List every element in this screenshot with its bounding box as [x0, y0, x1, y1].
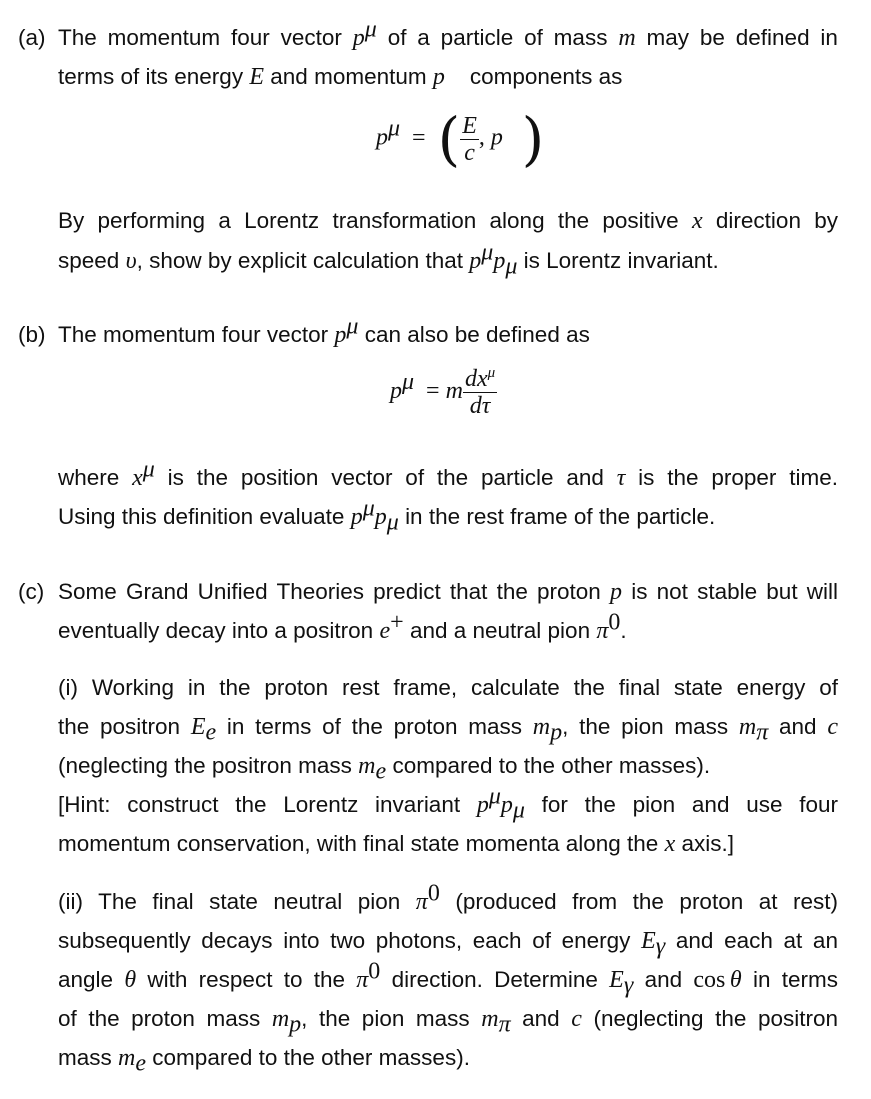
equation-four-momentum-energy: $p^\mu$ = ( $\frac{E}{c}$ , p⃗)	[376, 105, 545, 173]
part-b-label: (b)	[18, 322, 46, 347]
part-c-line-1: Some Grand Unified Theories predict that the proton p is not stable but will	[58, 579, 838, 605]
part-b-line-2: where $x^\mu$ is the position vector of the particle and τ is the proper time.	[58, 456, 838, 491]
part-c-ii-line-2: subsequently decays into two photons, each of energy $E_\gamma$ and each at an	[58, 928, 838, 960]
part-c-ii-line-5: mass $m_e$ compared to the other masses).	[58, 1045, 470, 1077]
equation-four-momentum-proper-time: $p^\mu = m$ $\frac{dx^\mu}{d\tau}$	[390, 365, 496, 419]
part-c-i-line-5: momentum conservation, with final state momenta along the x axis.]	[58, 831, 735, 857]
part-c-label: (c)	[18, 579, 45, 604]
part-c-ii-line-1: (ii) The final state neutral pion $\pi^0$ (produced from the proton at rest)	[58, 880, 838, 915]
part-c-i-line-1: (i) Working in the proton rest frame, calculate the final state energy of	[58, 675, 838, 700]
part-c-i-line-3: (neglecting the positron mass $m_e$ compared to the other masses).	[58, 753, 711, 785]
part-a-line-4: speed υ, show by explicit calculation that $p^\mu p_\mu$ is Lorentz invariant.	[58, 239, 719, 280]
part-c-line-2: eventually decay into a positron e+ and a neutral pion $\pi^0$.	[58, 609, 627, 644]
part-a-line-2: terms of its energy E and momentum p⃗ components as	[58, 64, 623, 90]
part-a-line-3: By performing a Lorentz transformation along the positive x direction by	[58, 208, 838, 234]
part-c-ii-line-4: of the proton mass $m_p$, the pion mass $m_\pi$ and c (neglecting the positron	[58, 1006, 838, 1038]
part-b-line-3: Using this definition evaluate $p^\mu p_\mu$ in the rest frame of the particle.	[58, 495, 716, 536]
part-b-line-1: The momentum four vector $p^\mu$ can also be defined as	[58, 313, 590, 348]
part-c-i-line-4: [Hint: construct the Lorentz invariant $p^\mu p_\mu$ for the pion and use four	[58, 783, 838, 824]
part-a-line-1: The momentum four vector $p^\mu$ of a particle of mass m may be defined in	[58, 16, 838, 51]
part-a-label: (a)	[18, 25, 46, 50]
part-c-ii-line-3: angle θ with respect to the $\pi^0$ direction. Determine $E_\gamma$ and cos θ in terms	[58, 958, 838, 999]
part-c-i-line-2: the positron $E_e$ in terms of the proton mass $m_p$, the pion mass $m_\pi$ and c	[58, 714, 838, 746]
